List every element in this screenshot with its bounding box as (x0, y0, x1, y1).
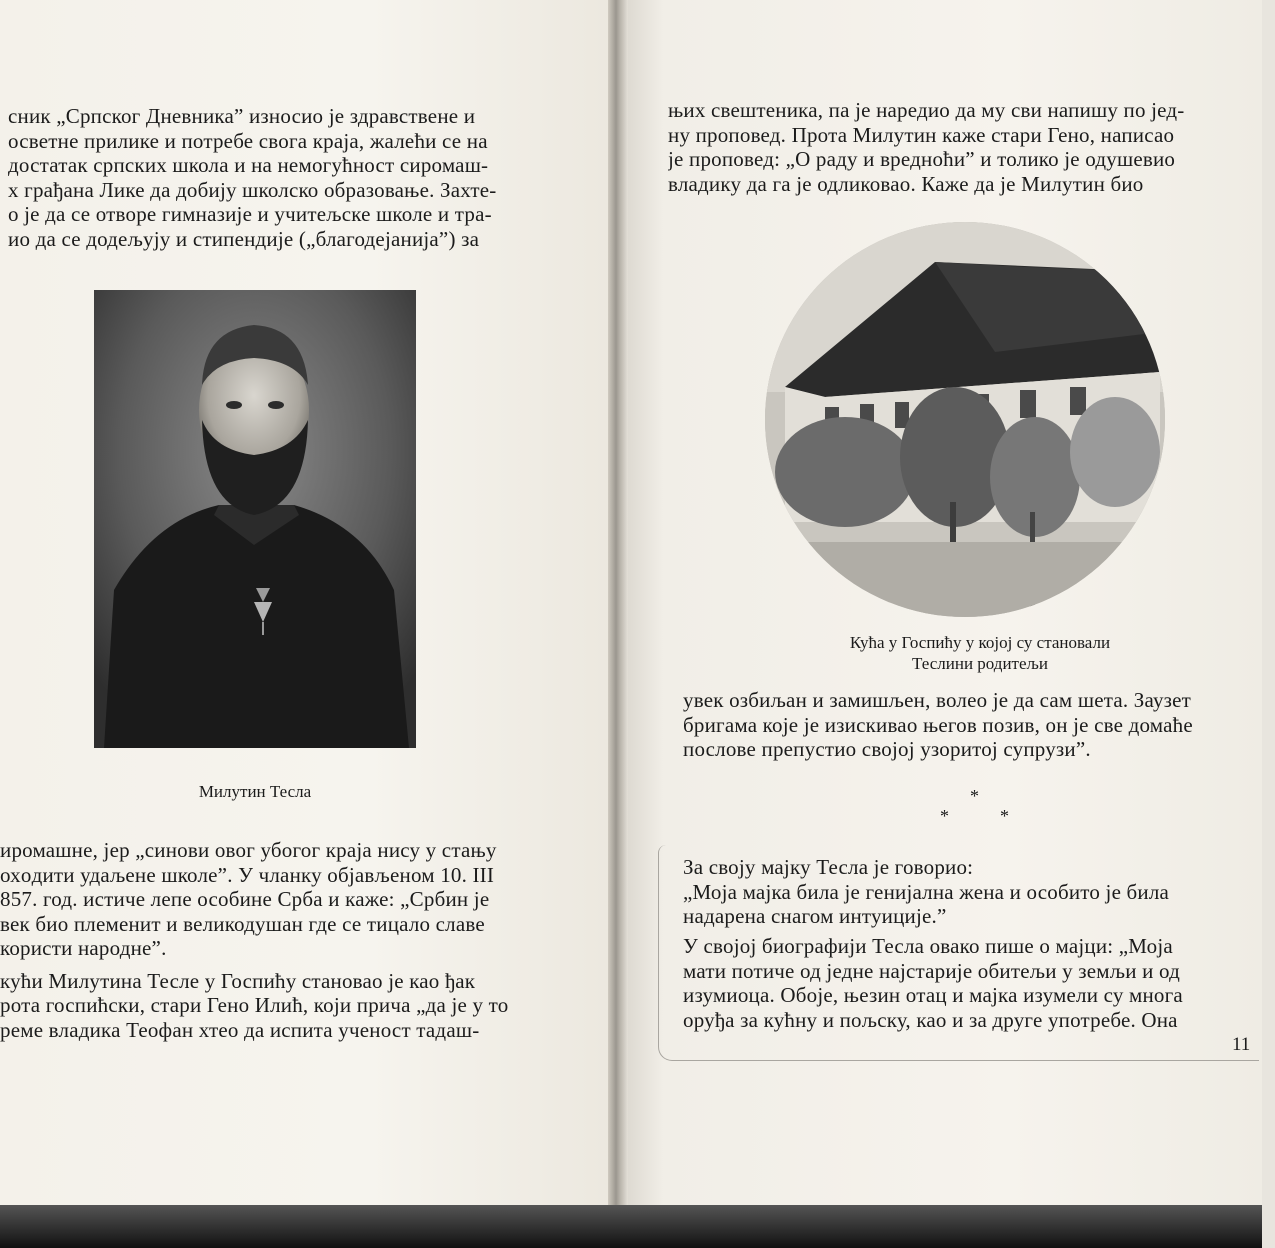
text-line: користи народне”. (0, 936, 167, 960)
text-line: достатак српских школа и на немогућност сиромаш- (8, 153, 489, 177)
section-divider-asterisk-left: * (940, 806, 949, 826)
text-line: владику да га је одликовао. Каже да је Милутин био (668, 171, 1144, 196)
text-line: охoдити удаљене школе”. У чланку објављеном 10. III (0, 862, 495, 887)
text-line: За своју мајку Тесла је говорио: (683, 855, 974, 879)
text-line: рота госпићски, стари Гено Илић, који прича „да је у то (0, 993, 509, 1017)
text-line: о је да се отворе гимназије и учитељске школе и тра- (8, 202, 492, 226)
right-top-paragraph (668, 98, 1228, 196)
text-line: надарена снагом интуиције.” (683, 904, 947, 928)
right-biography-paragraph (683, 934, 1238, 1032)
text-line: мати потиче од једне најстарије обитељи у земљи и од (683, 958, 1180, 983)
portrait-photo-milutin-tesla (94, 290, 416, 748)
scan-right-edge (1262, 0, 1275, 1248)
house-caption (745, 632, 1215, 674)
text-line: век био племенит и великодушан где се тицало славе (0, 911, 485, 936)
text-line: је проповед: „О раду и вредноћи” и толико је одушевио (668, 147, 1176, 171)
section-divider-asterisk-right: * (1000, 806, 1009, 826)
scan-bottom-edge (0, 1205, 1275, 1248)
text-line: иромашне, јер „синови овог убогог краја нису у стању (0, 838, 497, 862)
text-line: увек озбиљан и замишљен, волео је да сам шета. Заузет (683, 688, 1192, 712)
text-line: оруђа за кућну и пољску, као и за друге употребе. Она (683, 1007, 1178, 1032)
text-line: сник „Српског Дневника” износио је здравствене и (8, 104, 476, 128)
portrait-caption: Милутин Тесла (198, 782, 312, 801)
house-caption-line-2: Теслини родитељи (912, 654, 1048, 673)
right-mother-quote (683, 855, 1238, 929)
text-line: ио да се додељују и стипендије („благодејанија”) за (8, 226, 480, 251)
text-line: осветне прилике и потребе свога краја, жалећи се на (8, 128, 488, 153)
text-line: 857. год. истиче лепе особине Срба и каже: „Србин је (0, 887, 490, 911)
text-line: х грађана Лике да добију школско образовање. Захте- (8, 177, 497, 202)
house-photo-gospic (765, 222, 1165, 617)
text-line: кући Милутина Тесле у Госпићу становао је као ђак (0, 968, 476, 993)
right-middle-paragraph (683, 688, 1238, 762)
portrait-illustration (94, 290, 416, 748)
section-divider-asterisk-top: * (970, 786, 979, 806)
text-line: У својој биографији Тесла овако пише о мајци: „Моја (683, 934, 1173, 958)
house-caption-line-1: Кућа у Госпићу у којој су становали (849, 633, 1111, 652)
text-line: реме владика Теофан хтео да испита ученост тадаш- (0, 1017, 480, 1042)
book-gutter (608, 0, 628, 1215)
text-line: бригама које је изискивао његов позив, он је све домаће (683, 712, 1193, 737)
text-line: послове препустио својој узоритој супрузи”. (683, 737, 1091, 761)
text-line: њих свештеника, па је наредио да му сви напишу по јед- (668, 98, 1185, 122)
text-line: изумиоца. Обоје, њезин отац и мајка изумели су многа (683, 983, 1183, 1007)
left-bottom-paragraph (0, 838, 550, 1042)
page-number: 11 (1232, 1034, 1251, 1055)
text-line: „Моја мајка била је генијална жена и особито је била (683, 879, 1170, 904)
text-line: ну проповед. Прота Милутин каже стари Гено, написао (668, 122, 1175, 147)
left-top-paragraph (8, 104, 548, 251)
house-illustration (765, 222, 1165, 617)
